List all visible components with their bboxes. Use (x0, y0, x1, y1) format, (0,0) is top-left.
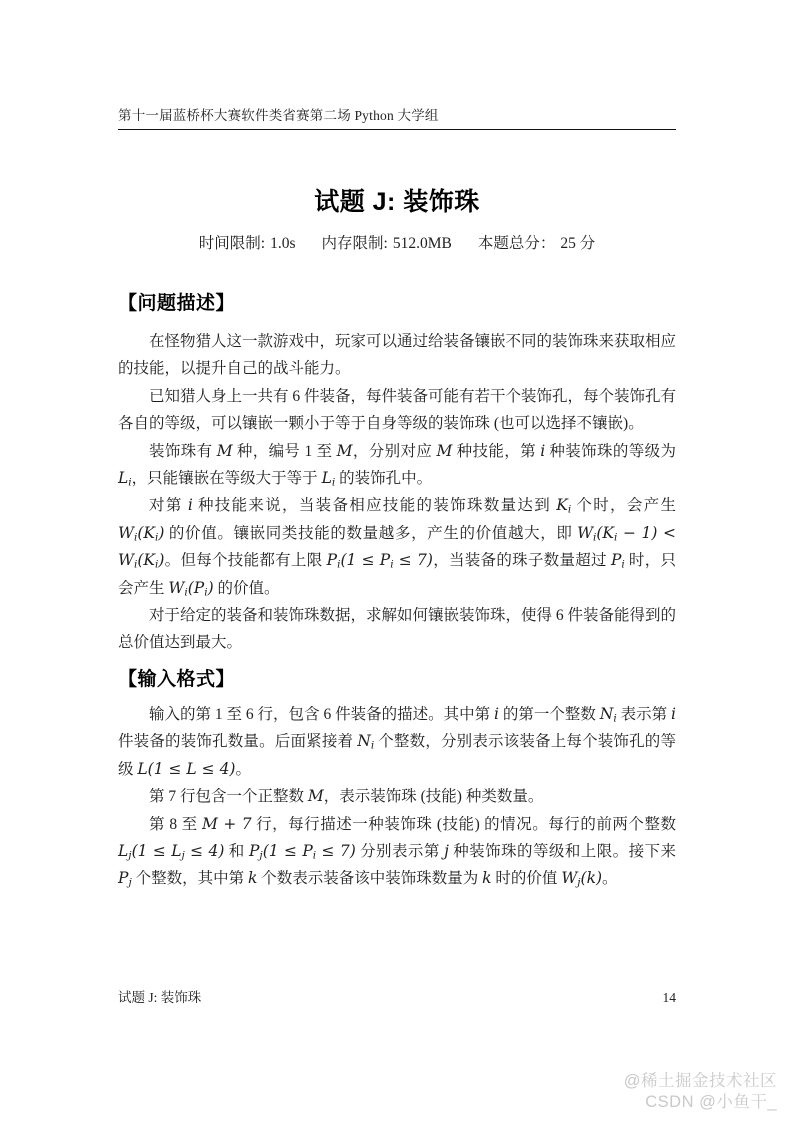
section-heading-problem-description: 【问题描述】 (118, 293, 236, 314)
limits-row (118, 233, 676, 254)
math-expression: $P_i(1 \le P_i \le 7)$ (326, 551, 433, 571)
math-expression: $W_i(K_i - 1) < W_i(K_i)$ (118, 523, 676, 571)
math-expression: $L_i$ (321, 469, 336, 489)
math-expression: i (671, 704, 676, 723)
paragraph: 输入的第 1 至 6 行，包含 6 件装备的描述。其中第 i 的第一个整数 $N_i$ 表示第 i 件装备的装饰孔数量。后面紧接着 $N_i$ 个整数，分别表示该装备上每个装饰孔的等级 L(1 ≤ L ≤ 4)。 (118, 704, 676, 778)
time-limit-value: 1.0s (270, 235, 296, 252)
math-expression: $L_j(1 \le L_j \le 4)$ (118, 841, 225, 862)
math-expression: $W_j(k)$ (561, 869, 603, 889)
paragraph: 装饰珠有 M 种，编号 1 至 M，分别对应 M 种技能，第 i 种装饰珠的等级为 $L_i$，只能镶嵌在等级大于等于 $L_i$ 的装饰孔中。 (118, 441, 676, 489)
input-format-paragraphs (118, 701, 676, 893)
math-expression: M (436, 441, 453, 460)
math-expression: $N_i$ (357, 732, 375, 752)
math-expression: k (247, 869, 258, 888)
paragraph: 在怪物猎人这一款游戏中，玩家可以通过给装备镶嵌不同的装饰珠来获取相应的技能，以提升自己的战斗能力。 (118, 333, 677, 378)
math-expression: M (307, 787, 324, 806)
paragraph: 第 8 至 M + 7 行，每行描述一种装饰珠 (技能) 的情况。每行的前两个整数 $L_j(1 \le L_j \le 4)$ 和 $P_j(1 \le P_i \le 7)$ 分别表示第 j 种装饰珠的等级和上限。接下来 $P_j$ 个整数，其中第 k 个数表示装备该中装饰珠数量为 k 时的价值 $W_j(k)$。 (118, 814, 676, 889)
time-limit-label: 时间限制: (198, 235, 266, 252)
page-footer (118, 990, 676, 1006)
math-expression: i (494, 704, 499, 723)
math-expression: i (187, 496, 193, 515)
section-input-format (118, 668, 676, 893)
paragraph: 对第 i 种技能来说，当装备相应技能的装饰珠数量达到 $K_i$ 个时，会产生 $W_i(K_i)$ 的价值。镶嵌同类技能的数量越多，产生的价值越大，即 $W_i(K_i - 1) < W_i(K_i)$。但每个技能都有上限 $P_i(1 \le P_i \le 7)$，当装备的珠子数量超过 $P_i$ 时，只会产生 $W_i(P_i)$ 的价值。 (118, 496, 676, 599)
watermark-line-2: CSDN @小鱼干_ (645, 1093, 777, 1111)
math-expression: i (540, 441, 546, 460)
memory-limit-label: 内存限制: (321, 235, 388, 252)
memory-limit-value: 512.0MB (392, 235, 452, 252)
total-score-value: 25 分 (560, 235, 596, 252)
page-number: 14 (662, 990, 676, 1005)
math-expression: M (216, 441, 233, 460)
math-expression: $P_i$ (610, 551, 625, 571)
paragraph: 第 7 行包含一个正整数 M，表示装饰珠 (技能) 种类数量。 (149, 787, 544, 806)
math-expression: $N_i$ (599, 704, 617, 725)
math-expression: L(1 ≤ L ≤ 4) (137, 759, 236, 778)
section-heading-input-format: 【输入格式】 (118, 668, 236, 690)
math-expression: M (336, 441, 353, 460)
watermark (624, 1071, 777, 1113)
math-expression: $W_i(K_i)$ (118, 523, 165, 544)
watermark-line-1: @稀土掘金技术社区 (623, 1072, 777, 1090)
running-header: 第十一届蓝桥杯大赛软件类省赛第二场 Python 大学组 (118, 108, 439, 123)
section-problem-description (118, 292, 676, 657)
time-limit (199, 233, 296, 254)
total-score (478, 233, 595, 254)
paragraph: 已知猎人身上一共有 6 件装备，每件装备可能有若干个装饰孔，每个装饰孔有各自的等级，可以镶嵌一颗小于等于自身等级的装饰珠 (也可以选择不镶嵌)。 (118, 387, 677, 433)
math-expression: $L_i$ (118, 469, 132, 489)
math-expression: $W_i(P_i)$ (168, 578, 214, 599)
math-expression: $K_i$ (556, 496, 572, 517)
math-expression: M + 7 (202, 814, 252, 833)
math-expression: $P_j(1 \le P_i \le 7)$ (248, 841, 356, 862)
memory-limit (322, 233, 452, 254)
total-score-label: 本题总分： (477, 235, 556, 252)
page-title: 试题 J: 装饰珠 (314, 188, 480, 216)
problem-description-paragraphs (118, 328, 676, 657)
header-rule (118, 129, 676, 130)
paragraph: 对于给定的装备和装饰珠数据，求解如何镶嵌装饰珠，使得 6 件装备能得到的总价值达到最大。 (118, 607, 677, 652)
footer-title: 试题 J: 装饰珠 (118, 990, 202, 1005)
math-expression: k (482, 869, 492, 888)
math-expression: $P_j$ (118, 869, 132, 889)
math-expression: j (444, 841, 449, 860)
